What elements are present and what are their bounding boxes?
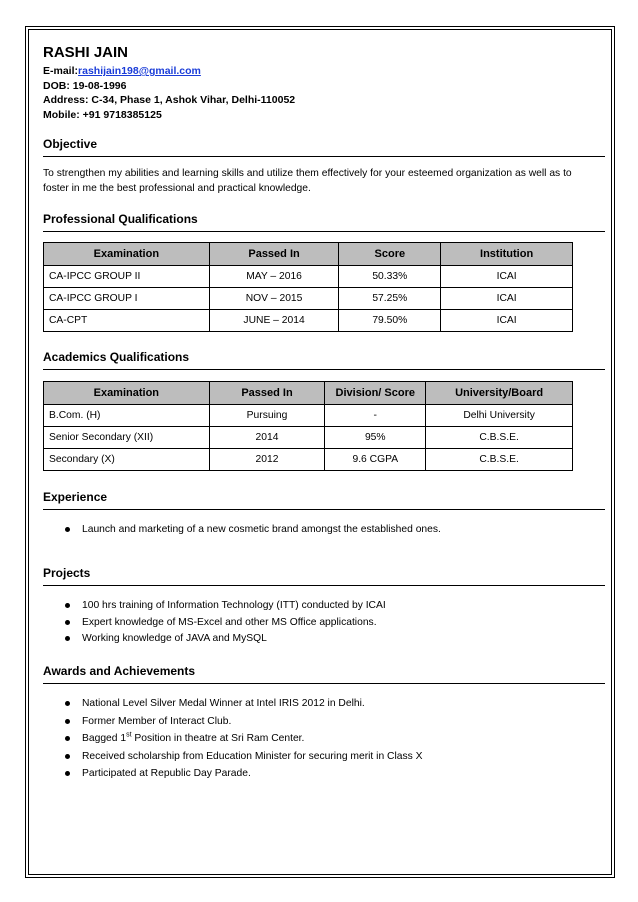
table-cell: B.Com. (H): [44, 405, 210, 427]
column-header: University/Board: [426, 382, 573, 405]
table-cell: ICAI: [441, 266, 573, 288]
projects-title: Projects: [43, 566, 91, 580]
table-cell: 57.25%: [339, 288, 441, 310]
list-item: Working knowledge of JAVA and MySQL: [65, 631, 595, 646]
table-cell: Secondary (X): [44, 449, 210, 471]
list-item: Participated at Republic Day Parade.: [65, 766, 425, 781]
table-row: [44, 288, 573, 310]
column-header: Examination: [44, 243, 210, 266]
table-cell: ICAI: [441, 310, 573, 332]
table-cell: MAY – 2016: [209, 266, 339, 288]
table-header-row: [44, 243, 573, 266]
column-header: Examination: [44, 382, 210, 405]
professional-title: Professional Qualifications: [43, 212, 198, 226]
table-cell: 2014: [209, 427, 325, 449]
list-item: Expert knowledge of MS-Excel and other MS Office applications.: [65, 615, 595, 630]
table-cell: 2012: [209, 449, 325, 471]
mobile: Mobile: +91 9718385125: [43, 108, 162, 121]
column-header: Passed In: [209, 382, 325, 405]
academics-title: Academics Qualifications: [43, 350, 190, 364]
list-item-text: Bagged 1: [82, 733, 127, 744]
table-cell: JUNE – 2014: [209, 310, 339, 332]
list-item: Received scholarship from Education Minister for securing merit in Class X: [65, 749, 425, 764]
academics-table: [43, 381, 573, 471]
table-cell: CA-CPT: [44, 310, 210, 332]
list-item: Former Member of Interact Club.: [65, 714, 425, 729]
table-row: [44, 266, 573, 288]
table-cell: C.B.S.E.: [426, 449, 573, 471]
table-cell: Senior Secondary (XII): [44, 427, 210, 449]
ordinal-suffix: st: [126, 731, 132, 739]
email-link[interactable]: rashijain198@gmail.com: [78, 65, 201, 77]
table-header-row: [44, 382, 573, 405]
column-header: Institution: [441, 243, 573, 266]
dob: DOB: 19-08-1996: [43, 79, 127, 92]
table-cell: -: [325, 405, 426, 427]
list-item: [65, 731, 425, 746]
projects-rule: [43, 585, 605, 586]
email-label: E-mail:: [43, 65, 79, 77]
awards-list: [65, 696, 425, 784]
professional-table: [43, 242, 573, 332]
address: Address: C-34, Phase 1, Ashok Vihar, Delhi-110052: [43, 94, 296, 106]
objective-rule: [43, 156, 605, 157]
experience-title: Experience: [43, 490, 108, 504]
table-row: [44, 405, 573, 427]
table-cell: Pursuing: [209, 405, 325, 427]
column-header: Score: [339, 243, 441, 266]
experience-list: [65, 522, 595, 539]
table-cell: CA-IPCC GROUP II: [44, 266, 210, 288]
table-cell: Delhi University: [426, 405, 573, 427]
projects-list: [65, 598, 595, 648]
table-cell: 50.33%: [339, 266, 441, 288]
column-header: Division/ Score: [325, 382, 426, 405]
list-item: National Level Silver Medal Winner at Intel IRIS 2012 in Delhi.: [65, 696, 425, 711]
awards-rule: [43, 683, 605, 684]
academics-rule: [43, 369, 605, 370]
objective-text: To strengthen my abilities and learning skills and utilize them effectively for your esteemed organization as well as to foster in me the best professional and practical knowledge.: [43, 168, 572, 194]
list-item: 100 hrs training of Information Technology (ITT) conducted by ICAI: [65, 598, 595, 613]
table-cell: NOV – 2015: [209, 288, 339, 310]
table-row: [44, 427, 573, 449]
table-row: [44, 310, 573, 332]
table-cell: 95%: [325, 427, 426, 449]
objective-title: Objective: [43, 137, 98, 151]
column-header: Passed In: [209, 243, 339, 266]
table-cell: CA-IPCC GROUP I: [44, 288, 210, 310]
list-item: Launch and marketing of a new cosmetic brand amongst the established ones.: [65, 522, 595, 537]
experience-rule: [43, 509, 605, 510]
contact-block: [43, 64, 295, 122]
table-cell: 9.6 CGPA: [325, 449, 426, 471]
table-cell: C.B.S.E.: [426, 427, 573, 449]
table-cell: 79.50%: [339, 310, 441, 332]
list-item-text: Position in theatre at Sri Ram Center.: [131, 733, 305, 744]
candidate-name: RASHI JAIN: [43, 44, 129, 61]
professional-rule: [43, 231, 605, 232]
table-cell: ICAI: [441, 288, 573, 310]
email-row: [43, 64, 295, 79]
table-row: [44, 449, 573, 471]
awards-title: Awards and Achievements: [43, 664, 196, 678]
